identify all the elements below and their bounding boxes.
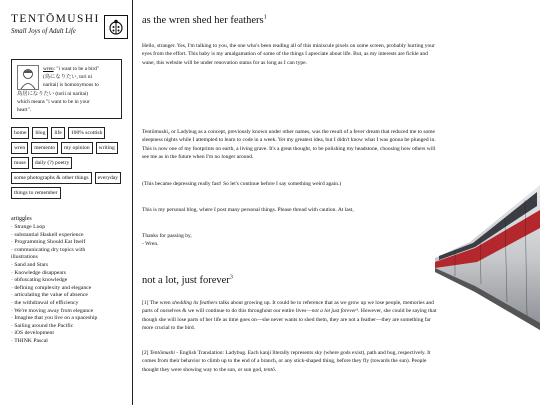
article-link[interactable]: · substantial Haskell experience: [11, 231, 84, 238]
footnote-ref[interactable]: 1: [263, 13, 267, 21]
article-link[interactable]: · articulating the value of absence: [11, 292, 88, 299]
footnote-paragraph: [1] The wren shedding its feathers talks about growing up. It could be to reference that as we grow up we lose people, memories and parts of ourselves & we will continue to do this throughout our entire lives—not a lot just forever³. However, she could be saying that though she will lose parts of her life as time goes on—she never wants to shed them, they are not a feather—they are something far more crucial to the bird.: [142, 300, 437, 332]
article-link[interactable]: · THINK Pascal: [11, 337, 48, 344]
articles-list: [11, 224, 129, 346]
article-link[interactable]: · defining complexity and elegance: [11, 284, 92, 291]
intro-line-5: which means "i want to be in your: [17, 99, 90, 105]
nav-photographs-button[interactable]: some photographs & other things: [11, 172, 92, 184]
post-paragraph: Hello, stranger. Yes, I'm talking to you, the one who's been reading all of this miniscule pixels on some screen, probably hurting your eyes from the effort. This baby is my amalgamation of some of the things I apreciate about life. But, as my interests are fickle and wane, this website will be under renovation status for as long as I can type.: [142, 43, 435, 66]
main-content: [142, 0, 442, 405]
nav-everyday-button[interactable]: everyday: [95, 172, 122, 184]
articles-heading: artiggles: [11, 216, 32, 222]
nav-memento-button[interactable]: memento: [31, 142, 58, 154]
intro-line-6: heart".: [17, 107, 32, 113]
article-link[interactable]: · Strange Loop: [11, 224, 46, 230]
nav-remember-button[interactable]: things to remember: [11, 187, 61, 199]
article-link[interactable]: · Knowledge disappears: [11, 269, 66, 276]
article-link-continuation[interactable]: illustrations: [11, 254, 38, 261]
intro-line-3: naritai) is homonymous to: [43, 82, 99, 88]
footnote-ref[interactable]: 3: [229, 273, 233, 281]
article-link[interactable]: · Sand and Stars: [11, 261, 49, 268]
nav-writing-button[interactable]: writing: [96, 142, 118, 154]
post-paragraph: (This became depressing really fast! So let's continue before I say something weird again.): [142, 181, 342, 187]
nav-wren-button[interactable]: wren: [11, 142, 28, 154]
wren-link[interactable]: wren: [43, 66, 54, 72]
article-link[interactable]: · iOS development: [11, 330, 54, 337]
article-link[interactable]: · Imagine that you live on a spaceship: [11, 315, 98, 322]
nav-blog-button[interactable]: blog: [32, 127, 48, 139]
sidebar: [0, 0, 133, 405]
article-link[interactable]: · Sailing around the Pacific: [11, 322, 74, 329]
post-signoff: Thanks for passing by, - Wren.: [142, 233, 192, 248]
article-link[interactable]: · communicating dry topics with: [11, 246, 86, 253]
nav-life-button[interactable]: life: [51, 127, 64, 139]
footnote-paragraph: [2] Tentōmushi - English Translation: Ladybug. Each kanji literally represents sky (where gods exist), path and bug, respectively. It comes from their behavior to climb up to the end of a branch, or any stick-shaped thing, before they fly (towards the sun). People thought they were showing way to the sun, or sun god, tentō.: [142, 350, 431, 373]
nav-buttons: [11, 127, 122, 199]
article-link[interactable]: · the withdrawal of efficiency: [11, 299, 79, 306]
post-title: as the wren shed her feathers$^1$: [142, 13, 267, 26]
site-header: [11, 13, 132, 47]
nav-home-button[interactable]: home: [11, 127, 29, 139]
intro-line-1: wren: "i want to be a bird": [43, 66, 100, 72]
intro-line-4: 鳥居になりたい (torii ni naritai): [17, 91, 89, 97]
avatar: [17, 65, 39, 90]
article-link[interactable]: · obfuscating knowledge: [11, 277, 68, 284]
nav-scottish-button[interactable]: 100% scottish: [68, 127, 106, 139]
nav-muse-button[interactable]: muse: [11, 157, 29, 169]
article-link[interactable]: · Programming Should Eat Itself: [11, 239, 86, 246]
post-paragraph: Tentōmushi₂ or Ladybug as a concept, previously known under other names, was the result of a fever dream that reduced me to some sleepness nights while I attempted to learn to code in a week. Yet my greatest idea, but I didn't know what I was gonna be plunged in. This is now one of my footprints on earth, a living grave. It's a great thought, to be polishing my headstone, choosing how others will see me as in the future when I'm no longer around.: [142, 129, 436, 161]
post-paragraph: This is my personal blog, where I post many personal things. Please thread with caution. At last,: [142, 207, 354, 213]
article-link[interactable]: · We're moving away from elegance: [11, 307, 94, 314]
nav-opinion-button[interactable]: my opinion: [61, 142, 93, 154]
nav-poetry-button[interactable]: daily (?) poetry: [32, 157, 72, 169]
intro-box: [11, 59, 122, 119]
intro-line-2: (鳥になりたい, tori ni: [43, 74, 92, 80]
post-title: not a lot, just forever$^3$: [142, 273, 233, 286]
site-title[interactable]: TENTŌMUSHI: [11, 13, 100, 25]
train-photo-icon: [435, 180, 540, 330]
ladybug-stamp-icon: [104, 15, 128, 39]
site-subtitle: Small Joys of Adult Life: [11, 28, 76, 35]
